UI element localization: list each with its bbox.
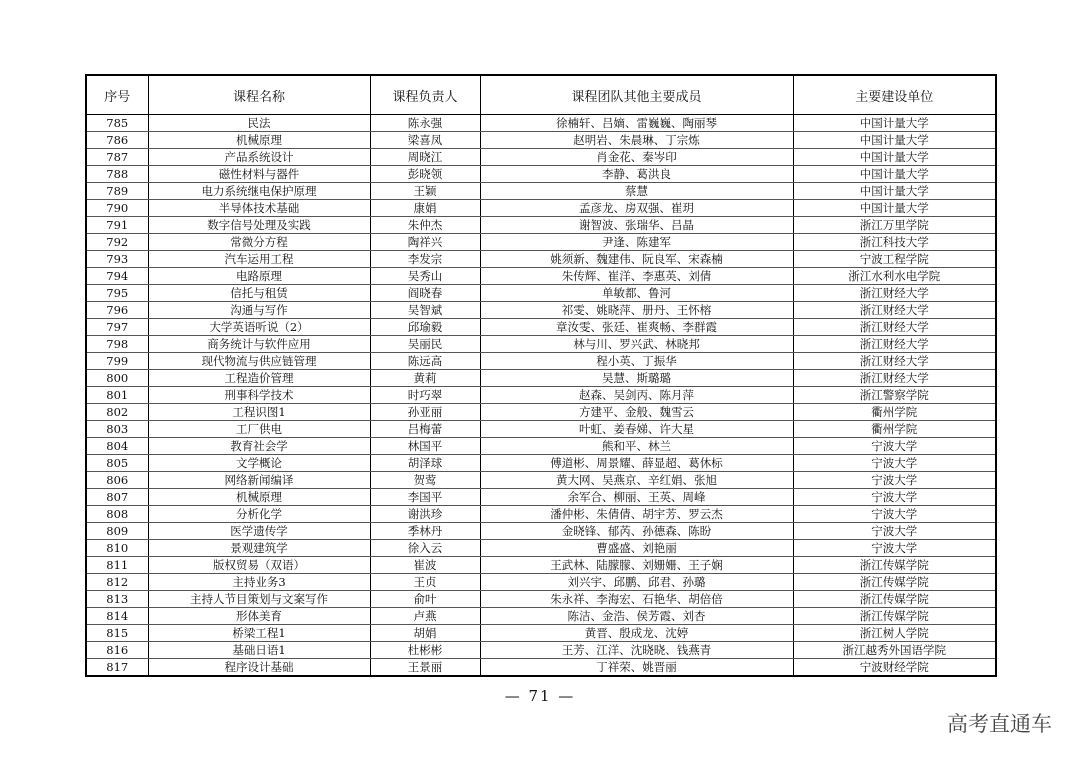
cell-index: 798 xyxy=(86,336,148,353)
cell-index: 806 xyxy=(86,472,148,489)
cell-index: 816 xyxy=(86,642,148,659)
cell-index: 812 xyxy=(86,574,148,591)
cell-team-members: 曹盛盛、刘艳丽 xyxy=(480,540,793,557)
cell-team-members: 刘兴宇、邱鹏、邱君、孙璐 xyxy=(480,574,793,591)
cell-institution: 宁波大学 xyxy=(793,523,996,540)
table-row xyxy=(86,115,996,132)
cell-index: 802 xyxy=(86,404,148,421)
cell-institution: 宁波大学 xyxy=(793,540,996,557)
table-row xyxy=(86,574,996,591)
cell-team-members: 陈洁、金浩、侯芳霞、刘杏 xyxy=(480,608,793,625)
table-row xyxy=(86,608,996,625)
cell-index: 787 xyxy=(86,149,148,166)
cell-team-members: 章汝雯、张廷、崔爽畅、李群霞 xyxy=(480,319,793,336)
cell-course-lead: 谢洪珍 xyxy=(370,506,480,523)
cell-institution: 浙江传媒学院 xyxy=(793,574,996,591)
cell-index: 785 xyxy=(86,115,148,132)
cell-institution: 浙江财经大学 xyxy=(793,319,996,336)
cell-team-members: 孟彦龙、房双强、崔玥 xyxy=(480,200,793,217)
header-course-name: 课程名称 xyxy=(148,75,370,115)
cell-institution: 浙江警察学院 xyxy=(793,387,996,404)
cell-course-name: 商务统计与软件应用 xyxy=(148,336,370,353)
table-row xyxy=(86,625,996,642)
table-row xyxy=(86,353,996,370)
cell-team-members: 谢智波、张瑞华、吕晶 xyxy=(480,217,793,234)
cell-course-lead: 李国平 xyxy=(370,489,480,506)
cell-institution: 中国计量大学 xyxy=(793,149,996,166)
cell-course-name: 汽车运用工程 xyxy=(148,251,370,268)
table-body xyxy=(86,115,996,677)
cell-institution: 中国计量大学 xyxy=(793,115,996,132)
cell-course-name: 常微分方程 xyxy=(148,234,370,251)
cell-team-members: 祁雯、姚晓萍、册丹、王怀榕 xyxy=(480,302,793,319)
cell-team-members: 熊和平、林兰 xyxy=(480,438,793,455)
cell-course-name: 现代物流与供应链管理 xyxy=(148,353,370,370)
cell-course-lead: 王贞 xyxy=(370,574,480,591)
cell-institution: 浙江财经大学 xyxy=(793,370,996,387)
cell-index: 797 xyxy=(86,319,148,336)
cell-course-lead: 吴秀山 xyxy=(370,268,480,285)
table-row xyxy=(86,540,996,557)
cell-index: 803 xyxy=(86,421,148,438)
cell-course-name: 工厂供电 xyxy=(148,421,370,438)
cell-index: 801 xyxy=(86,387,148,404)
cell-team-members: 单敏都、鲁河 xyxy=(480,285,793,302)
cell-course-name: 工程造价管理 xyxy=(148,370,370,387)
cell-course-name: 机械原理 xyxy=(148,132,370,149)
cell-index: 817 xyxy=(86,659,148,677)
cell-course-lead: 陈永强 xyxy=(370,115,480,132)
cell-index: 789 xyxy=(86,183,148,200)
cell-institution: 宁波大学 xyxy=(793,455,996,472)
cell-course-name: 医学遗传学 xyxy=(148,523,370,540)
cell-course-name: 桥梁工程1 xyxy=(148,625,370,642)
cell-team-members: 傅道彬、周景耀、薛显超、葛休标 xyxy=(480,455,793,472)
cell-course-lead: 胡泽球 xyxy=(370,455,480,472)
cell-course-name: 网络新闻编译 xyxy=(148,472,370,489)
cell-index: 815 xyxy=(86,625,148,642)
cell-team-members: 程小英、丁振华 xyxy=(480,353,793,370)
cell-institution: 中国计量大学 xyxy=(793,132,996,149)
cell-institution: 宁波工程学院 xyxy=(793,251,996,268)
cell-team-members: 丁祥荣、姚晋丽 xyxy=(480,659,793,677)
cell-institution: 浙江传媒学院 xyxy=(793,557,996,574)
cell-course-name: 沟通与写作 xyxy=(148,302,370,319)
table-row xyxy=(86,268,996,285)
cell-institution: 宁波大学 xyxy=(793,506,996,523)
table-row xyxy=(86,217,996,234)
cell-team-members: 叶虹、姜春娣、许大星 xyxy=(480,421,793,438)
cell-course-name: 工程识图1 xyxy=(148,404,370,421)
table-row xyxy=(86,642,996,659)
cell-course-name: 刑事科学技术 xyxy=(148,387,370,404)
table-row xyxy=(86,200,996,217)
table-row xyxy=(86,404,996,421)
cell-course-lead: 吕梅蕾 xyxy=(370,421,480,438)
cell-institution: 浙江越秀外国语学院 xyxy=(793,642,996,659)
cell-course-lead: 朱仲杰 xyxy=(370,217,480,234)
cell-course-name: 半导体技术基础 xyxy=(148,200,370,217)
cell-course-name: 机械原理 xyxy=(148,489,370,506)
table-row xyxy=(86,370,996,387)
cell-course-name: 电路原理 xyxy=(148,268,370,285)
cell-institution: 中国计量大学 xyxy=(793,200,996,217)
cell-index: 795 xyxy=(86,285,148,302)
cell-course-lead: 吴智斌 xyxy=(370,302,480,319)
cell-institution: 浙江传媒学院 xyxy=(793,591,996,608)
cell-team-members: 吴慧、斯璐璐 xyxy=(480,370,793,387)
cell-institution: 浙江树人学院 xyxy=(793,625,996,642)
cell-team-members: 李静、葛洪良 xyxy=(480,166,793,183)
cell-course-name: 程序设计基础 xyxy=(148,659,370,677)
cell-institution: 浙江财经大学 xyxy=(793,302,996,319)
cell-course-name: 版权贸易（双语） xyxy=(148,557,370,574)
cell-course-lead: 贺莺 xyxy=(370,472,480,489)
cell-course-lead: 周晓江 xyxy=(370,149,480,166)
cell-team-members: 黄大网、吴燕京、辛红娟、张旭 xyxy=(480,472,793,489)
cell-team-members: 朱永祥、李海宏、石艳华、胡倍倍 xyxy=(480,591,793,608)
cell-institution: 宁波大学 xyxy=(793,438,996,455)
cell-index: 799 xyxy=(86,353,148,370)
cell-course-name: 产品系统设计 xyxy=(148,149,370,166)
cell-team-members: 蔡慧 xyxy=(480,183,793,200)
cell-course-name: 信托与租赁 xyxy=(148,285,370,302)
cell-index: 808 xyxy=(86,506,148,523)
cell-course-lead: 林国平 xyxy=(370,438,480,455)
cell-course-lead: 崔波 xyxy=(370,557,480,574)
header-index: 序号 xyxy=(86,75,148,115)
cell-course-lead: 陈远高 xyxy=(370,353,480,370)
cell-team-members: 林与川、罗兴武、林晓邦 xyxy=(480,336,793,353)
cell-course-lead: 徐入云 xyxy=(370,540,480,557)
cell-index: 796 xyxy=(86,302,148,319)
table-row xyxy=(86,336,996,353)
cell-institution: 宁波财经学院 xyxy=(793,659,996,677)
table-row xyxy=(86,132,996,149)
cell-course-name: 民法 xyxy=(148,115,370,132)
cell-index: 794 xyxy=(86,268,148,285)
cell-course-name: 数字信号处理及实践 xyxy=(148,217,370,234)
cell-course-lead: 孙亚丽 xyxy=(370,404,480,421)
cell-institution: 衢州学院 xyxy=(793,421,996,438)
cell-course-lead: 康娟 xyxy=(370,200,480,217)
cell-team-members: 赵森、吴剑丙、陈月萍 xyxy=(480,387,793,404)
cell-institution: 浙江财经大学 xyxy=(793,285,996,302)
cell-course-name: 形体美育 xyxy=(148,608,370,625)
table-row xyxy=(86,472,996,489)
cell-course-lead: 俞叶 xyxy=(370,591,480,608)
cell-index: 786 xyxy=(86,132,148,149)
cell-course-lead: 时巧翠 xyxy=(370,387,480,404)
cell-team-members: 王芳、江洋、沈晓晓、钱燕青 xyxy=(480,642,793,659)
cell-course-name: 磁性材料与器件 xyxy=(148,166,370,183)
cell-course-lead: 梁喜凤 xyxy=(370,132,480,149)
cell-course-name: 景观建筑学 xyxy=(148,540,370,557)
watermark-text: 高考直通车 xyxy=(947,712,1052,736)
cell-course-lead: 邱瑜毅 xyxy=(370,319,480,336)
cell-index: 788 xyxy=(86,166,148,183)
table-row xyxy=(86,523,996,540)
cell-institution: 浙江财经大学 xyxy=(793,336,996,353)
cell-course-lead: 杜彬彬 xyxy=(370,642,480,659)
cell-index: 805 xyxy=(86,455,148,472)
table-row xyxy=(86,659,996,677)
table-row xyxy=(86,557,996,574)
cell-course-name: 教育社会学 xyxy=(148,438,370,455)
cell-course-name: 基础日语1 xyxy=(148,642,370,659)
cell-institution: 浙江财经大学 xyxy=(793,353,996,370)
table-row xyxy=(86,489,996,506)
cell-index: 790 xyxy=(86,200,148,217)
cell-team-members: 潘仲彬、朱倩倩、胡宇芳、罗云杰 xyxy=(480,506,793,523)
table-row xyxy=(86,506,996,523)
cell-team-members: 姚须新、魏建伟、阮良军、宋森楠 xyxy=(480,251,793,268)
table-row xyxy=(86,319,996,336)
cell-team-members: 徐楠轩、吕嫡、雷巍巍、陶丽琴 xyxy=(480,115,793,132)
cell-course-name: 分析化学 xyxy=(148,506,370,523)
cell-index: 807 xyxy=(86,489,148,506)
cell-course-lead: 王颖 xyxy=(370,183,480,200)
header-course-lead: 课程负责人 xyxy=(370,75,480,115)
table-row xyxy=(86,421,996,438)
cell-institution: 浙江万里学院 xyxy=(793,217,996,234)
cell-institution: 中国计量大学 xyxy=(793,166,996,183)
table-row xyxy=(86,387,996,404)
table-row xyxy=(86,183,996,200)
course-table xyxy=(85,74,997,677)
table-row xyxy=(86,438,996,455)
cell-index: 804 xyxy=(86,438,148,455)
cell-index: 810 xyxy=(86,540,148,557)
cell-team-members: 尹逢、陈建军 xyxy=(480,234,793,251)
cell-team-members: 黄晋、殷成龙、沈婷 xyxy=(480,625,793,642)
table-row xyxy=(86,166,996,183)
cell-index: 791 xyxy=(86,217,148,234)
cell-course-lead: 胡娟 xyxy=(370,625,480,642)
table-header-row xyxy=(86,75,996,115)
cell-institution: 浙江水利水电学院 xyxy=(793,268,996,285)
table-row xyxy=(86,149,996,166)
cell-index: 792 xyxy=(86,234,148,251)
cell-index: 813 xyxy=(86,591,148,608)
cell-course-name: 主持人节目策划与文案写作 xyxy=(148,591,370,608)
cell-institution: 宁波大学 xyxy=(793,489,996,506)
cell-course-name: 大学英语听说（2） xyxy=(148,319,370,336)
cell-index: 793 xyxy=(86,251,148,268)
cell-team-members: 王武林、陆朦朦、刘姗姗、王子娴 xyxy=(480,557,793,574)
cell-institution: 浙江传媒学院 xyxy=(793,608,996,625)
table-row xyxy=(86,285,996,302)
cell-team-members: 方建平、金般、魏雪云 xyxy=(480,404,793,421)
table-row xyxy=(86,251,996,268)
cell-team-members: 赵明岩、朱晨琳、丁宗炼 xyxy=(480,132,793,149)
cell-course-lead: 陶祥兴 xyxy=(370,234,480,251)
table-row xyxy=(86,455,996,472)
cell-index: 809 xyxy=(86,523,148,540)
cell-course-lead: 季林丹 xyxy=(370,523,480,540)
cell-index: 811 xyxy=(86,557,148,574)
page-number: — 71 — xyxy=(504,687,576,705)
cell-institution: 中国计量大学 xyxy=(793,183,996,200)
cell-team-members: 余军合、柳丽、王英、周峰 xyxy=(480,489,793,506)
cell-course-lead: 吴丽民 xyxy=(370,336,480,353)
cell-team-members: 肖金花、秦岑印 xyxy=(480,149,793,166)
header-institution: 主要建设单位 xyxy=(793,75,996,115)
cell-course-lead: 阎晓春 xyxy=(370,285,480,302)
cell-index: 800 xyxy=(86,370,148,387)
cell-team-members: 金晓锋、郁芮、孙德森、陈盼 xyxy=(480,523,793,540)
cell-course-lead: 彭晓领 xyxy=(370,166,480,183)
cell-index: 814 xyxy=(86,608,148,625)
cell-course-lead: 黄莉 xyxy=(370,370,480,387)
cell-course-lead: 王景丽 xyxy=(370,659,480,677)
table-row xyxy=(86,591,996,608)
cell-institution: 衢州学院 xyxy=(793,404,996,421)
cell-course-lead: 卢燕 xyxy=(370,608,480,625)
header-team-members: 课程团队其他主要成员 xyxy=(480,75,793,115)
cell-institution: 宁波大学 xyxy=(793,472,996,489)
cell-course-name: 主持业务3 xyxy=(148,574,370,591)
table-row xyxy=(86,234,996,251)
cell-institution: 浙江科技大学 xyxy=(793,234,996,251)
cell-course-name: 文学概论 xyxy=(148,455,370,472)
cell-course-lead: 李发宗 xyxy=(370,251,480,268)
cell-team-members: 朱传辉、崔洋、李惠英、刘倩 xyxy=(480,268,793,285)
table-row xyxy=(86,302,996,319)
cell-course-name: 电力系统继电保护原理 xyxy=(148,183,370,200)
